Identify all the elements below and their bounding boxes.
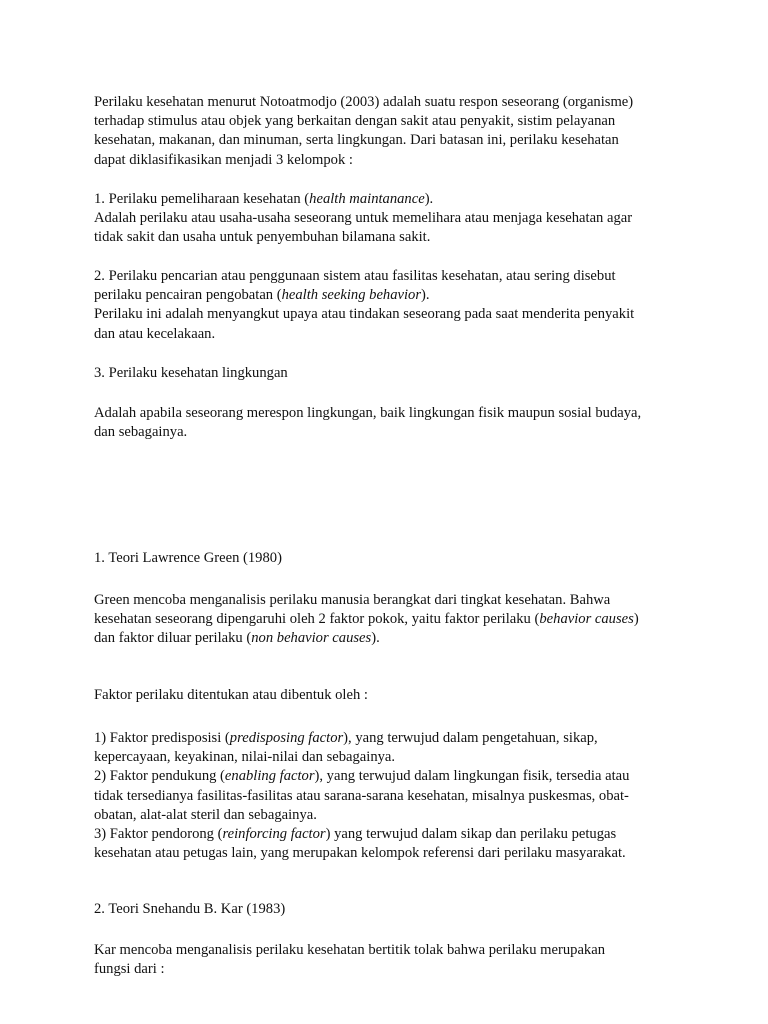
emphasis-text: health seeking behavior <box>281 287 422 304</box>
emphasis-text: predisposing factor <box>229 730 344 746</box>
emphasis-text: behavior causes <box>539 611 634 628</box>
intro-paragraph <box>94 93 694 170</box>
text-line: Perilaku kesehatan menurut Notoatmodjo (2003) adalah suatu respon seseorang (organisme) <box>94 94 634 110</box>
text-line: tidak tersedianya fasilitas-fasilitas atau sarana-sarana kesehatan, misalnya puskesmas, obat- <box>94 787 629 804</box>
emphasis-text: reinforcing factor <box>222 826 326 843</box>
emphasis-text: health maintanance <box>309 191 425 207</box>
text-line: kesehatan seseorang dipengaruhi oleh 2 faktor pokok, yaitu faktor perilaku (behavior causes) <box>94 611 639 628</box>
item-1-paragraph <box>94 190 694 248</box>
factor-1: 1) Faktor predisposisi (predisposing factor), yang terwujud dalam pengetahuan, sikap, <box>94 730 598 746</box>
text-line: dan faktor diluar perilaku (non behavior causes). <box>94 630 380 647</box>
text-line: dan sebagainya. <box>94 424 188 441</box>
factors-intro: Faktor perilaku ditentukan atau dibentuk oleh : <box>94 687 368 703</box>
kar-theory-heading: 2. Teori Snehandu B. Kar (1983) <box>94 901 286 917</box>
text-line: Perilaku ini adalah menyangkut upaya atau tindakan seseorang pada saat menderita penyakit <box>94 306 635 323</box>
text-line: kesehatan, makanan, dan minuman, serta lingkungan. Dari batasan ini, perilaku kesehatan <box>94 132 619 149</box>
text-line: kesehatan atau petugas lain, yang merupakan kelompok referensi dari perilaku masyarakat. <box>94 845 626 862</box>
text-line: dapat diklasifikasikan menjadi 3 kelompok : <box>94 151 353 168</box>
text-line: 2. Perilaku pencarian atau penggunaan sistem atau fasilitas kesehatan, atau sering disebut <box>94 268 616 284</box>
green-theory-heading: 1. Teori Lawrence Green (1980) <box>94 550 282 566</box>
item-3-paragraph <box>94 404 694 442</box>
text-line: obatan, alat-alat steril dan sebagainya. <box>94 806 317 823</box>
text-line: perilaku pencairan pengobatan (health seeking behavior). <box>94 287 430 304</box>
green-theory-paragraph <box>94 591 694 649</box>
text-line: dan atau kecelakaan. <box>94 325 216 342</box>
emphasis-text: non behavior causes <box>251 630 372 647</box>
text-line: tidak sakit dan usaha untuk penyembuhan bilamana sakit. <box>94 229 431 246</box>
text-line: kepercayaan, keyakinan, nilai-nilai dan sebagainya. <box>94 749 396 766</box>
text-line: Adalah apabila seseorang merespon lingkungan, baik lingkungan fisik maupun sosial budaya, <box>94 405 642 421</box>
kar-theory-paragraph <box>94 941 694 979</box>
text-line: terhadap stimulus atau objek yang berkaitan dengan sakit atau penyakit, sistim pelayanan <box>94 113 616 130</box>
factors-list <box>94 729 694 863</box>
item-2-paragraph <box>94 267 694 344</box>
item-1-heading: 1. Perilaku pemeliharaan kesehatan (health maintanance). <box>94 191 434 207</box>
item-3-heading: 3. Perilaku kesehatan lingkungan <box>94 365 288 381</box>
text-line: Green mencoba menganalisis perilaku manusia berangkat dari tingkat kesehatan. Bahwa <box>94 592 611 608</box>
text-line: Kar mencoba menganalisis perilaku kesehatan bertitik tolak bahwa perilaku merupakan <box>94 942 605 958</box>
factor-2: 2) Faktor pendukung (enabling factor), yang terwujud dalam lingkungan fisik, tersedia atau <box>94 768 630 785</box>
factor-3: 3) Faktor pendorong (reinforcing factor) yang terwujud dalam sikap dan perilaku petugas <box>94 826 617 843</box>
emphasis-text: enabling factor <box>224 768 315 785</box>
text-line: fungsi dari : <box>94 961 165 978</box>
text-line: Adalah perilaku atau usaha-usaha seseorang untuk memelihara atau menjaga kesehatan agar <box>94 210 633 227</box>
